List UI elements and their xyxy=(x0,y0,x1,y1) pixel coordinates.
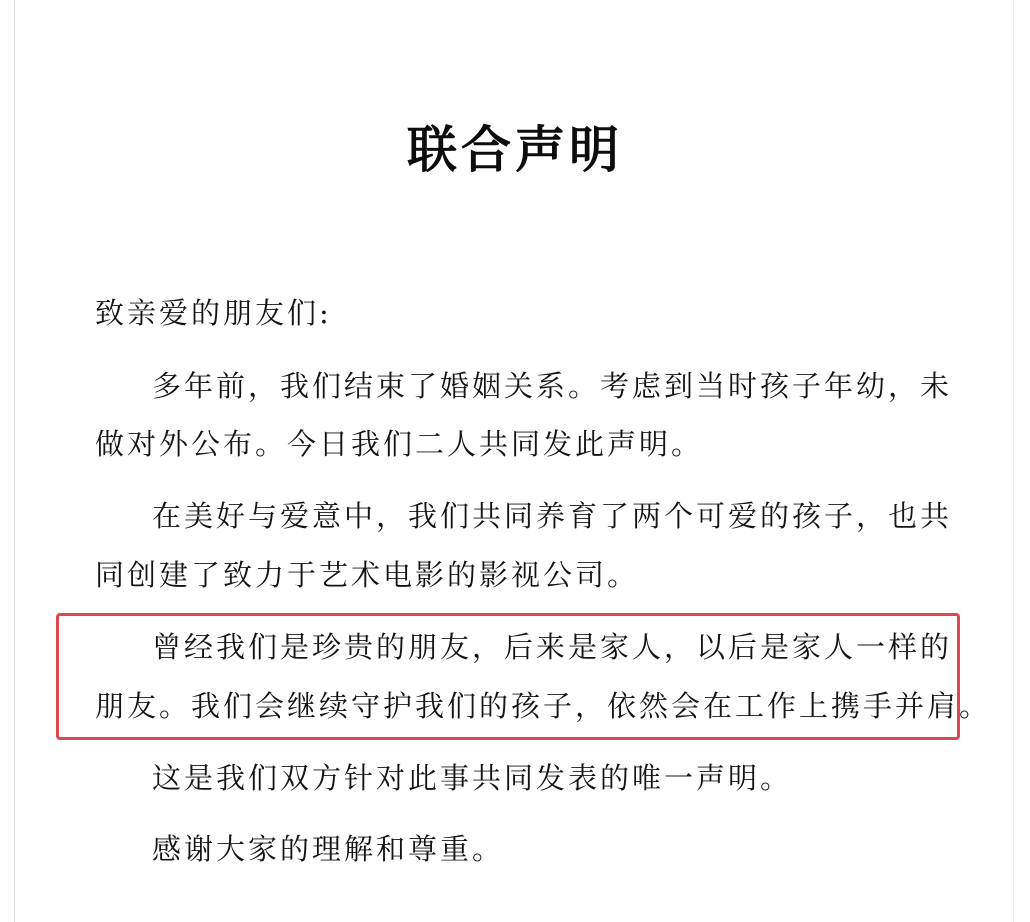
document-title: 联合声明 xyxy=(407,120,623,179)
salutation: 致亲爱的朋友们: xyxy=(95,296,332,330)
paragraph-2-line-1: 在美好与爱意中，我们共同养育了两个可爱的孩子，也共 xyxy=(152,499,953,533)
paragraph-3-line-2: 朋友。我们会继续守护我们的孩子，依然会在工作上携手并肩。 xyxy=(95,689,992,723)
paragraph-4-line-1: 这是我们双方针对此事共同发表的唯一声明。 xyxy=(152,761,793,795)
paragraph-1-line-2: 做对外公布。今日我们二人共同发此声明。 xyxy=(95,427,704,461)
paragraph-5-line-1: 感谢大家的理解和尊重。 xyxy=(152,832,505,866)
paragraph-1-line-1: 多年前，我们结束了婚姻关系。考虑到当时孩子年幼，未 xyxy=(152,369,953,403)
paragraph-3-line-1: 曾经我们是珍贵的朋友，后来是家人，以后是家人一样的 xyxy=(152,630,953,664)
paragraph-2-line-2: 同创建了致力于艺术电影的影视公司。 xyxy=(95,558,640,592)
